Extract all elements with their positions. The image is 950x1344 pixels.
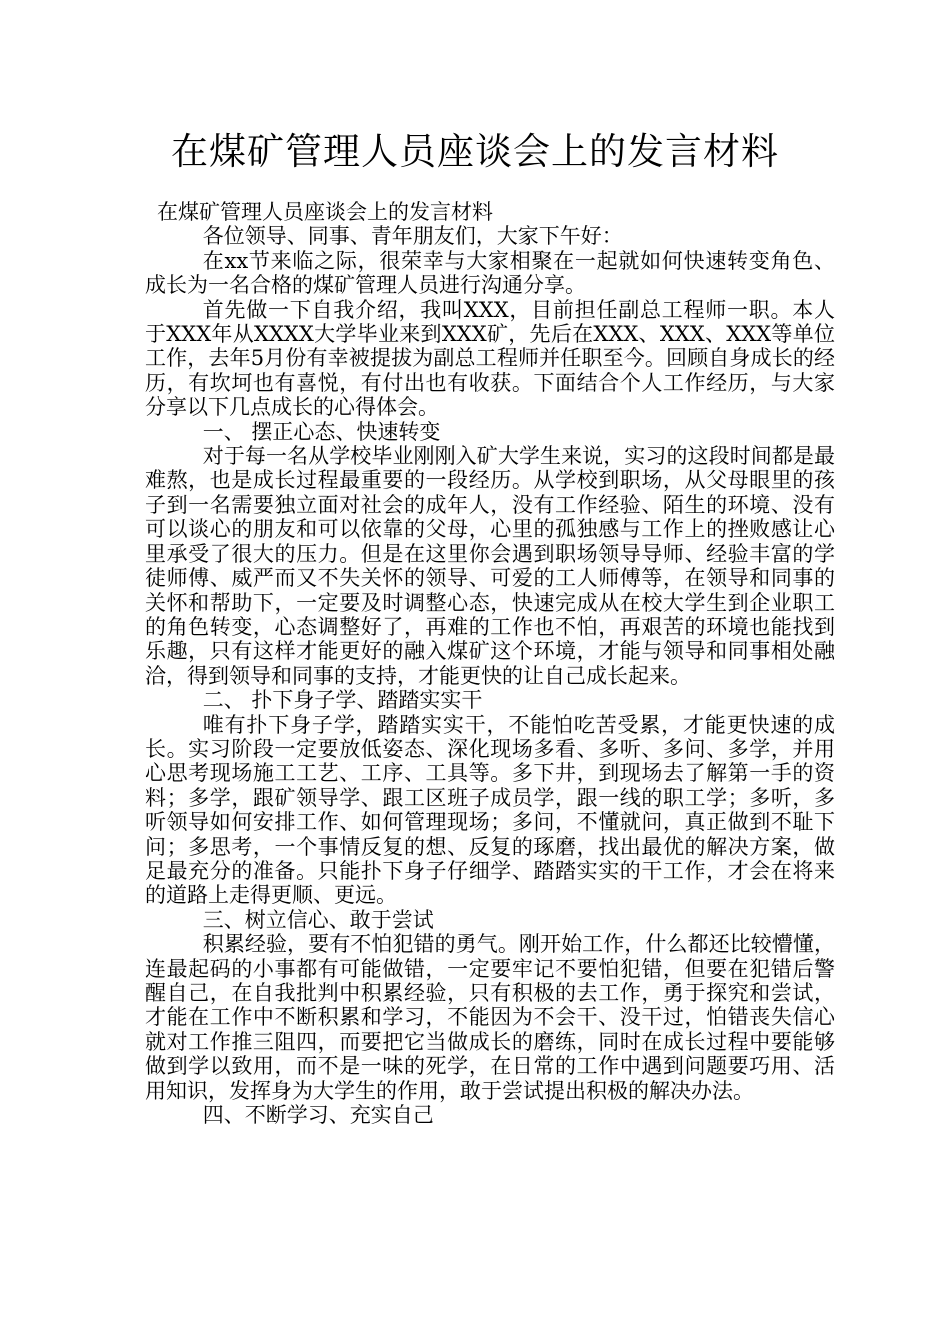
- section-heading-1: 一、 摆正心态、快速转变: [202, 419, 441, 444]
- section-heading-4: 四、不断学习、充实自己: [202, 1103, 434, 1128]
- intro-paragraph: 在xx节来临之际，很荣幸与大家相聚在一起就如何快速转变角色、成长为一名合格的煤矿管理人员进行沟通分享。: [145, 248, 835, 298]
- section-2-paragraph: 唯有扑下身子学，踏踏实实干，不能怕吃苦受累，才能更快速的成长。实习阶段一定要放低姿态、深化现场多看、多听、多问、多学，并用心思考现场施工工艺、工序、工具等。多下井，到现场去了解第一手的资料；多学，跟矿领导学、跟工区班子成员学，跟一线的职工学；多听，多听领导如何安排工作、如何管理现场；多问，不懂就问，真正做到不耻下问；多思考，一个事情反复的想、反复的琢磨，找出最优的解决方案，做足最充分的准备。只能扑下身子仔细学、踏踏实实的干工作，才会在将来的道路上走得更顺、更远。: [145, 712, 835, 908]
- section-heading-2: 二、 扑下身子学、踏踏实实干: [202, 688, 483, 713]
- document-title: 在煤矿管理人员座谈会上的发言材料: [171, 130, 779, 173]
- self-intro-paragraph: 首先做一下自我介绍，我叫XXX，目前担任副总工程师一职。本人于XXX年从XXXX大学毕业来到XXX矿，先后在XXX、XXX、XXX等单位工作，去年5月份有幸被提拔为副总工程师并任职至今。回顾自身成长的经历，有坎坷也有喜悦，有付出也有收获。下面结合个人工作经历，与大家分享以下几点成长的心得体会。: [145, 297, 835, 420]
- document-body: [145, 200, 835, 1127]
- greeting-paragraph: 各位领导、同事、青年朋友们，大家下午好：: [202, 224, 623, 249]
- section-1-paragraph: 对于每一名从学校毕业刚刚入矿大学生来说，实习的这段时间都是最难熬，也是成长过程最重要的一段经历。从学校到职场，从父母眼里的孩子到一名需要独立面对社会的成年人，没有工作经验、陌生的环境、没有可以谈心的朋友和可以依靠的父母，心里的孤独感与工作上的挫败感让心里承受了很大的压力。但是在这里你会遇到职场领导导师、经验丰富的学徒师傅、威严而又不失关怀的领导、可爱的工人师傅等，在领导和同事的关怀和帮助下，一定要及时调整心态，快速完成从在校大学生到企业职工的角色转变，心态调整好了，再难的工作也不怕，再艰苦的环境也能找到乐趣，只有这样才能更好的融入煤矿这个环境，才能与领导和同事相处融洽，得到领导和同事的支持，才能更快的让自己成长起来。: [145, 444, 835, 688]
- section-3-paragraph: 积累经验，要有不怕犯错的勇气。刚开始工作，什么都还比较懵懂，连最起码的小事都有可能做错，一定要牢记不要怕犯错，但要在犯错后警醒自己，在自我批判中积累经验，只有积极的去工作，勇于探究和尝试，才能在工作中不断积累和学习，不能因为不会干、没干过，怕错丧失信心就对工作推三阻四，而要把它当做成长的磨练，同时在成长过程中要能够做到学以致用，而不是一味的死学，在日常的工作中遇到问题要巧用、活用知识，发挥身为大学生的作用，敢于尝试提出积极的解决办法。: [145, 932, 835, 1103]
- section-heading-3: 三、树立信心、敢于尝试: [202, 907, 434, 932]
- document-subtitle: 在煤矿管理人员座谈会上的发言材料: [157, 200, 493, 224]
